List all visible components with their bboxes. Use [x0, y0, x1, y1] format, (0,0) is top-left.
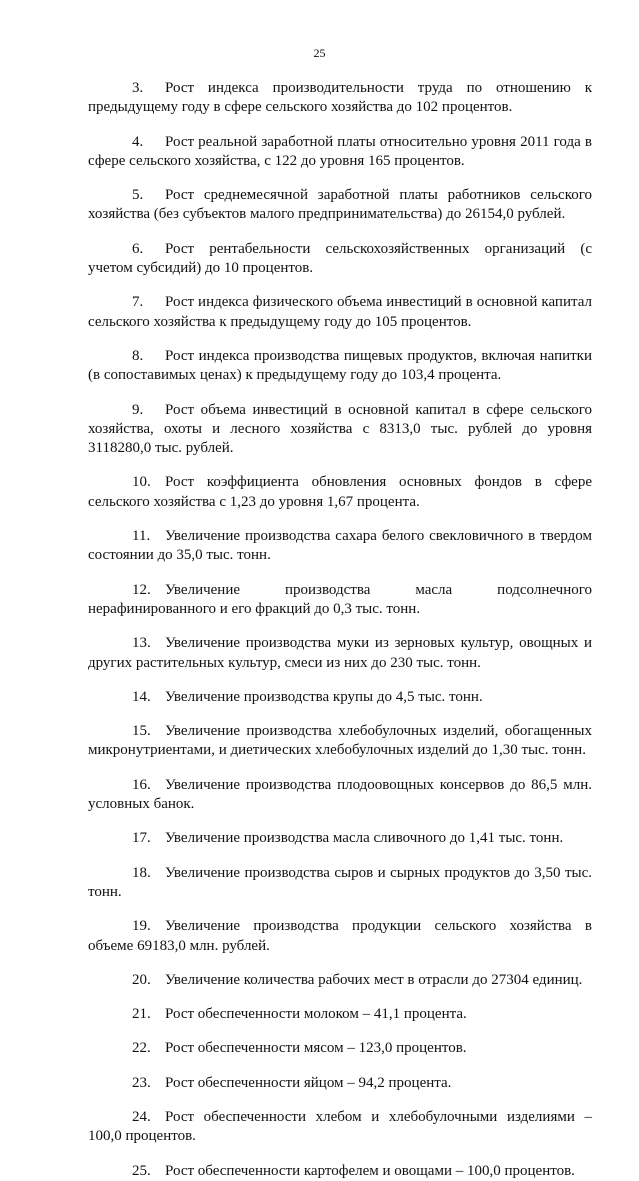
item-number: 9. [132, 401, 144, 418]
list-item [88, 829, 592, 848]
item-text: Рост обеспеченности хлебом и хлебобулочными изделиями – 100,0 процентов. [88, 1108, 592, 1145]
item-text: Рост среднемесячной заработной платы работников сельского хозяйства (без субъектов малого предпринимательства) до 26154,0 рублей. [88, 187, 592, 223]
item-number: 13. [132, 635, 151, 652]
item-text: Увеличение производства хлебобулочных изделий, обогащенных микронутриентами, и диетических хлебобулочных изделий до 1,30 тыс. тонн. [88, 723, 592, 759]
item-text: Увеличение производства масла сливочного до 1,41 тыс. тонн. [165, 830, 564, 847]
item-text: Рост реальной заработной платы относительно уровня 2011 года в сфере сельского хозяйства, с 122 до уровня 165 процентов. [88, 133, 592, 169]
list-item [88, 1074, 592, 1093]
list-item [88, 473, 592, 512]
item-number: 5. [132, 187, 144, 204]
item-number: 11. [132, 528, 151, 545]
list-item [88, 133, 592, 172]
item-number: 23. [132, 1074, 151, 1091]
indicator-list [88, 64, 592, 1181]
item-number: 14. [132, 688, 151, 705]
item-number: 25. [132, 1162, 151, 1179]
item-text: Рост обеспеченности яйцом – 94,2 процента. [165, 1074, 452, 1091]
item-number: 22. [132, 1040, 151, 1057]
item-number: 7. [132, 294, 144, 311]
list-item [88, 917, 592, 956]
list-item [88, 971, 592, 990]
list-item [88, 240, 592, 279]
item-number: 6. [132, 240, 144, 257]
list-item [88, 293, 592, 332]
item-number: 24. [132, 1108, 151, 1125]
list-item [88, 634, 592, 673]
item-number: 4. [132, 133, 144, 150]
item-number: 19. [132, 918, 151, 935]
item-number: 15. [132, 723, 151, 740]
list-item [88, 581, 592, 620]
list-item [88, 401, 592, 459]
item-text: Увеличение производства сахара белого свекловичного в твердом состоянии до 35,0 тыс. тонн. [88, 528, 592, 564]
list-item [88, 1108, 592, 1147]
list-item [88, 527, 592, 566]
list-item [88, 864, 592, 903]
page-number: 25 [313, 46, 326, 60]
item-number: 10. [132, 474, 151, 491]
item-text: Увеличение производства муки из зерновых культур, овощных и других растительных культур, смеси из них до 230 тыс. тонн. [88, 635, 592, 671]
item-number: 12. [132, 581, 151, 598]
item-number: 17. [132, 830, 151, 847]
item-text: Увеличение производства масла подсолнечного нерафинированного и его фракций до 0,3 тыс. тонн. [88, 581, 592, 617]
item-text: Увеличение производства плодоовощных консервов до 86,5 млн. условных банок. [88, 776, 592, 813]
item-text: Увеличение производства продукции сельского хозяйства в объеме 69183,0 млн. рублей. [88, 918, 592, 954]
item-text: Рост индекса производства пищевых продуктов, включая напитки (в сопоставимых ценах) к предыдущему году до 103,4 процента. [88, 347, 592, 384]
list-item [88, 1005, 592, 1024]
item-number: 8. [132, 347, 144, 364]
item-text: Увеличение производства сыров и сырных продуктов до 3,50 тыс. тонн. [88, 864, 592, 900]
item-number: 20. [132, 971, 151, 988]
item-text: Рост индекса производительности труда по отношению к предыдущему году в сфере сельского хозяйства до 102 процентов. [88, 80, 592, 116]
list-item [88, 776, 592, 815]
item-text: Рост индекса физического объема инвестиций в основной капитал сельского хозяйства к предыдущему году до 105 процентов. [88, 294, 592, 330]
item-text: Увеличение производства крупы до 4,5 тыс. тонн. [165, 688, 483, 705]
item-text: Рост обеспеченности мясом – 123,0 процентов. [165, 1040, 467, 1057]
list-item [88, 722, 592, 761]
item-text: Рост объема инвестиций в основной капитал в сфере сельского хозяйства, охоты и лесного хозяйства с 8313,0 тыс. рублей до уровня 3118280,0 тыс. рублей. [88, 401, 592, 457]
list-item [88, 688, 592, 707]
list-item [88, 347, 592, 386]
list-item [88, 186, 592, 225]
list-item [88, 1162, 592, 1181]
item-text: Рост обеспеченности картофелем и овощами – 100,0 процентов. [165, 1162, 575, 1179]
item-text: Увеличение количества рабочих мест в отрасли до 27304 единиц. [165, 971, 583, 988]
item-text: Рост рентабельности сельскохозяйственных организаций (с учетом субсидий) до 10 процентов. [88, 240, 592, 277]
item-number: 16. [132, 776, 151, 793]
list-item [88, 79, 592, 118]
item-number: 3. [132, 80, 144, 96]
item-text: Рост коэффициента обновления основных фондов в сфере сельского хозяйства с 1,23 до уровня 1,67 процента. [88, 474, 592, 510]
item-number: 21. [132, 1006, 151, 1023]
item-number: 18. [132, 864, 151, 881]
item-text: Рост обеспеченности молоком – 41,1 процента. [165, 1006, 467, 1023]
list-item [88, 1039, 592, 1058]
